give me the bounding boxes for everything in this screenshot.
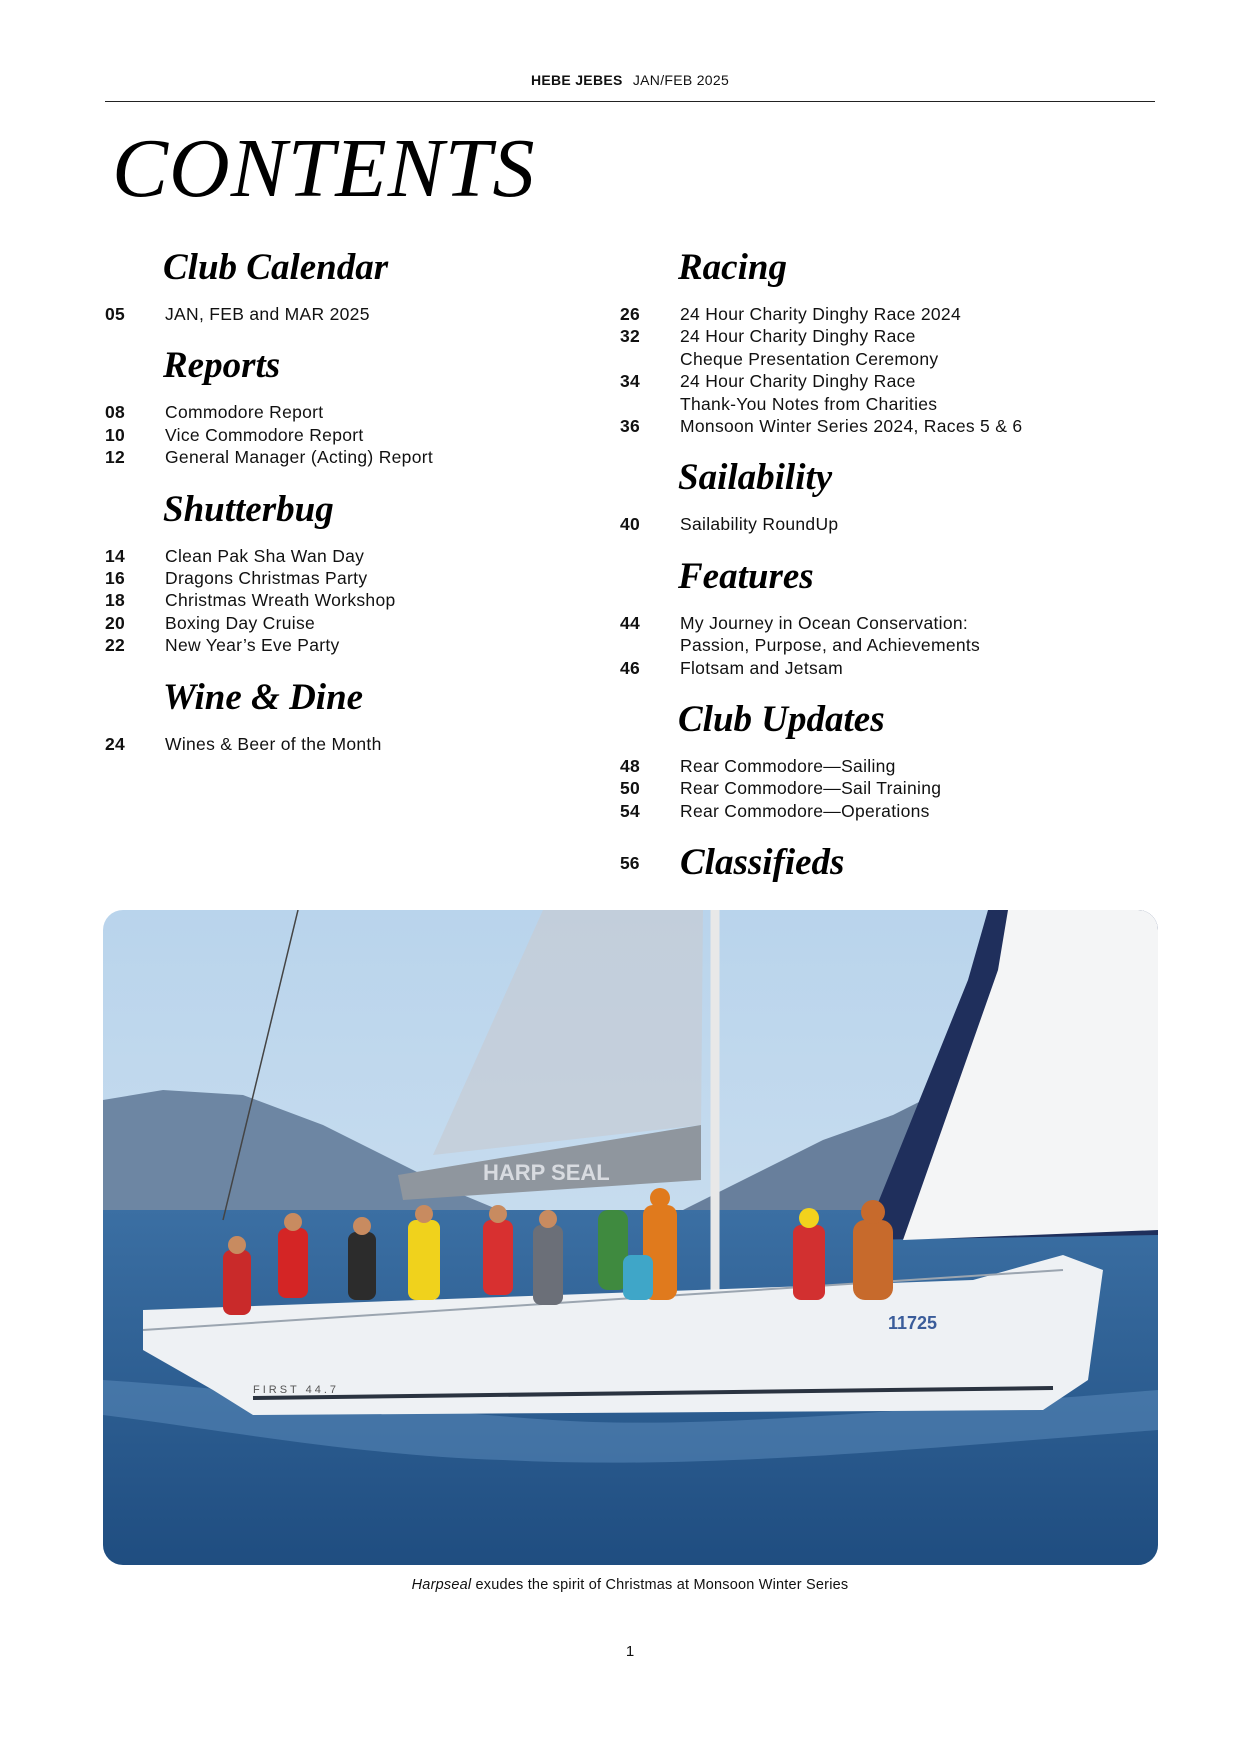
crew-member (533, 1225, 563, 1305)
contents-right-column (620, 245, 1120, 886)
entry-title: General Manager (Acting) Report (165, 447, 434, 468)
entry-title: Christmas Wreath Workshop (165, 590, 396, 611)
page-number: 48 (620, 756, 641, 777)
entry-title: My Journey in Ocean Conservation: Passion, Purpose, and Achievements (680, 612, 981, 656)
section-club-calendar (105, 245, 605, 325)
photo-caption (0, 1577, 1240, 1593)
crew-head (353, 1217, 371, 1235)
page-number: 12 (105, 447, 126, 468)
page-number: 54 (620, 800, 641, 821)
caption-text: exudes the spirit of Christmas at Monsoon Winter Series (471, 1577, 849, 1593)
crew-head (650, 1188, 670, 1208)
section-title: Shutterbug (163, 488, 334, 530)
toc-entry[interactable] (620, 370, 1120, 415)
toc-entry[interactable] (620, 513, 1120, 535)
toc-entry[interactable] (105, 424, 605, 446)
toc-entry-classifieds[interactable] (620, 840, 1120, 886)
toc-entry[interactable] (620, 777, 1120, 799)
crew-member (278, 1228, 308, 1298)
entry-title: Sailability RoundUp (680, 514, 839, 535)
section-sailability (620, 455, 1120, 535)
page-number: 50 (620, 778, 641, 799)
entry-title: Vice Commodore Report (165, 424, 364, 445)
section-club-updates (620, 697, 1120, 822)
entry-title: New Year’s Eve Party (165, 635, 340, 656)
section-title: Features (678, 555, 814, 597)
crew-head (284, 1213, 302, 1231)
page-number: 44 (620, 612, 641, 633)
page-number: 14 (105, 545, 126, 566)
page-number: 08 (105, 402, 126, 423)
page-number: 05 (105, 304, 126, 324)
crew-head (799, 1208, 819, 1228)
page-title: CONTENTS (112, 122, 536, 215)
section-racing (620, 245, 1120, 437)
section-title: Racing (678, 247, 787, 288)
crew-head (861, 1200, 885, 1224)
page-number-footer: 1 (625, 1643, 635, 1660)
page-number: 22 (105, 635, 126, 656)
toc-entry[interactable] (105, 401, 605, 423)
page-number: 36 (620, 416, 641, 437)
page-number: 26 (620, 304, 641, 324)
entry-title: JAN, FEB and MAR 2025 (165, 304, 370, 324)
entry-title: 24 Hour Charity Dinghy Race 2024 (680, 304, 961, 324)
page-number: 20 (105, 612, 126, 633)
entry-title: 24 Hour Charity Dinghy Race Thank-You Notes from Charities (680, 371, 938, 414)
crew-member (853, 1220, 893, 1300)
issue-date: JAN/FEB 2025 (632, 72, 730, 88)
toc-entry[interactable] (105, 733, 605, 755)
entry-title: Flotsam and Jetsam (680, 657, 843, 678)
entry-title: Rear Commodore—Sail Training (680, 778, 942, 799)
cover-photo (103, 910, 1158, 1565)
entry-title: Dragons Christmas Party (165, 568, 368, 589)
section-title: Club Calendar (163, 247, 389, 288)
toc-entry[interactable] (620, 415, 1120, 437)
section-title: Classifieds (680, 842, 845, 884)
toc-entry[interactable] (105, 589, 605, 611)
crew-member (793, 1225, 825, 1300)
toc-entry[interactable] (620, 755, 1120, 777)
entry-title: Clean Pak Sha Wan Day (165, 545, 365, 566)
section-features (620, 554, 1120, 679)
magazine-name: HEBE JEBES (530, 72, 623, 88)
entry-title: Rear Commodore—Operations (680, 800, 930, 821)
page-number: 56 (620, 852, 640, 873)
toc-entry[interactable] (620, 657, 1120, 679)
section-title: Club Updates (678, 699, 885, 741)
crew-member (408, 1220, 440, 1300)
crew-member (348, 1232, 376, 1300)
section-title: Wine & Dine (163, 676, 364, 718)
toc-entry[interactable] (105, 612, 605, 634)
section-title: Sailability (678, 457, 833, 499)
page-number: 18 (105, 590, 126, 611)
section-title: Reports (163, 345, 281, 387)
toc-entry[interactable] (620, 303, 1120, 325)
page-number: 34 (620, 371, 641, 392)
page-number: 32 (620, 326, 641, 347)
section-wine-dine (105, 675, 605, 755)
crew-member (623, 1255, 653, 1300)
toc-entry[interactable] (105, 545, 605, 567)
toc-entry[interactable] (105, 634, 605, 656)
entry-title: Commodore Report (165, 402, 324, 423)
crew-head (228, 1236, 246, 1254)
contents-left-column (105, 245, 605, 773)
entry-title: Monsoon Winter Series 2024, Races 5 & 6 (680, 416, 1023, 437)
crew-head (489, 1205, 507, 1223)
page-number: 46 (620, 657, 641, 678)
entry-title: Boxing Day Cruise (165, 612, 316, 633)
page-number: 40 (620, 514, 641, 535)
caption-boat-name: Harpseal (411, 1577, 472, 1593)
toc-entry[interactable] (620, 325, 1120, 370)
toc-entry[interactable] (105, 567, 605, 589)
crew-member (223, 1250, 251, 1315)
crew-head (539, 1210, 557, 1228)
sail-text: HARP SEAL (483, 1160, 610, 1185)
toc-entry[interactable] (105, 446, 605, 468)
entry-title: 24 Hour Charity Dinghy Race Cheque Presentation Ceremony (680, 326, 939, 369)
page-number: 24 (105, 733, 126, 754)
crew-head (415, 1205, 433, 1223)
toc-entry[interactable] (620, 800, 1120, 822)
sail-number: 11725 (888, 1313, 938, 1333)
toc-entry[interactable] (105, 303, 605, 325)
sailboat-illustration (103, 910, 1158, 1565)
entry-title: Rear Commodore—Sailing (680, 756, 896, 777)
entry-title: Wines & Beer of the Month (165, 733, 382, 754)
running-header (0, 72, 1240, 88)
page-number: 16 (105, 568, 126, 589)
section-reports (105, 343, 605, 468)
crew-member (483, 1220, 513, 1295)
hull-text: FIRST 44.7 (253, 1384, 340, 1396)
section-shutterbug (105, 487, 605, 657)
page-number: 10 (105, 424, 126, 445)
header-rule (105, 101, 1155, 102)
toc-entry[interactable] (620, 612, 1120, 657)
